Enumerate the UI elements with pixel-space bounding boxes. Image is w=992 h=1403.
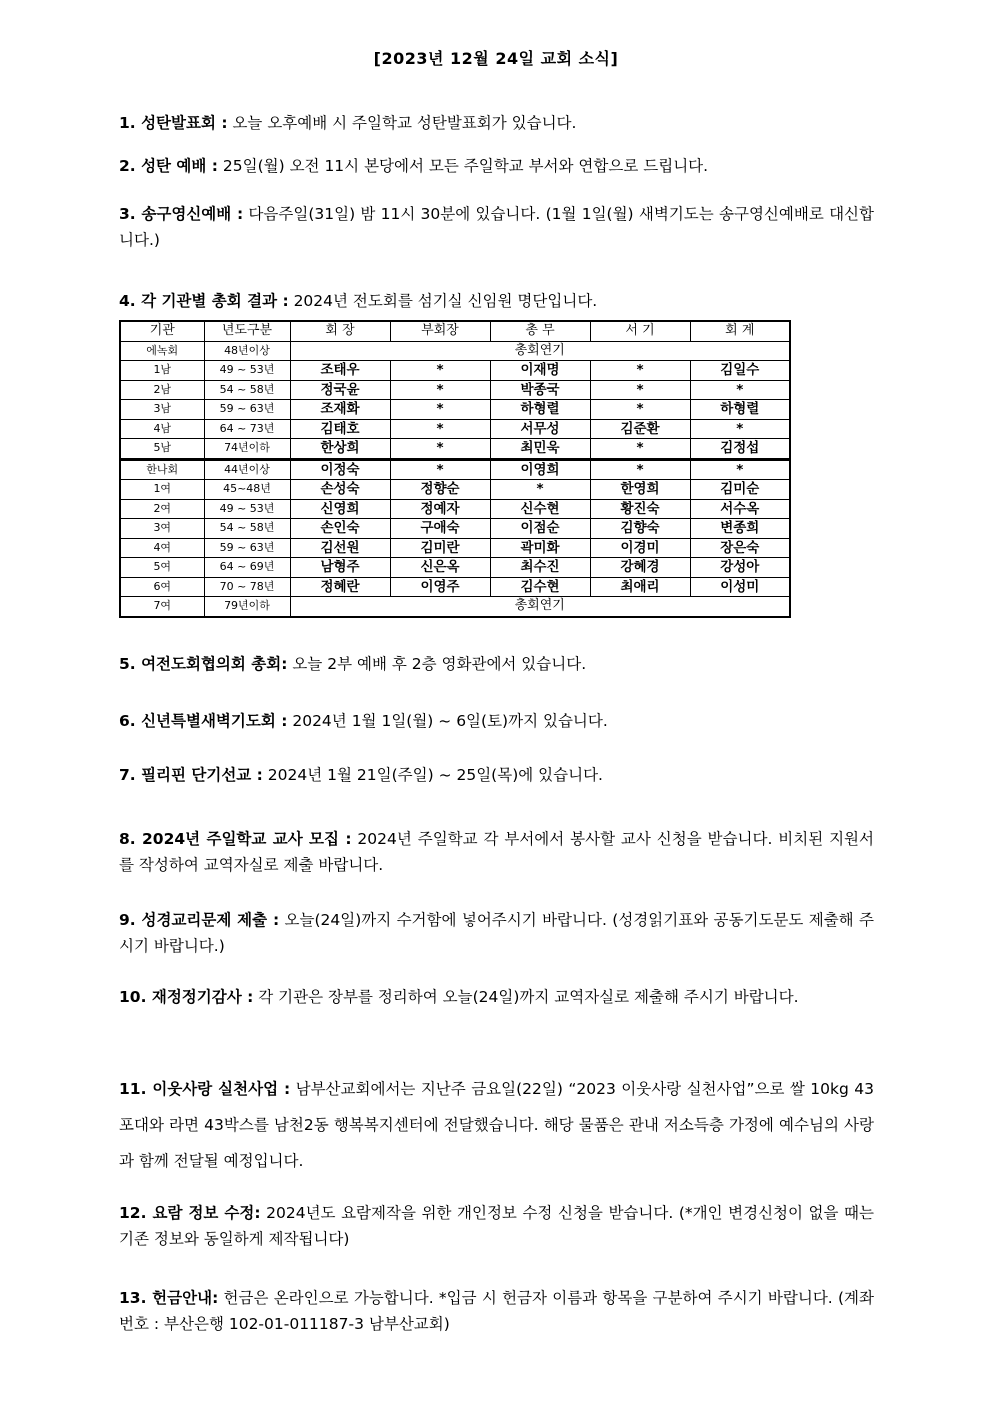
notice-item-8 [119,826,874,878]
vice-president-cell: * [390,459,490,480]
general-affairs-cell: 최수진 [490,558,590,578]
table-row [120,597,790,617]
notice-text: 다음주일(31일) 밤 11시 30분에 있습니다. (1월 1일(월) 새벽기도는 송구영신예배로 대신합니다.) [119,205,874,249]
notice-text: 각 기관은 장부를 정리하여 오늘(24일)까지 교역자실로 제출해 주시기 바랍니다. [253,988,799,1006]
table-row [120,577,790,597]
group-cell: 5여 [120,558,204,578]
secretary-cell: 이경미 [590,538,690,558]
notice-item-10 [119,979,874,1015]
notice-item-9 [119,907,874,959]
notice-text: 2024년도 요람제작을 위한 개인정보 수정 신청을 받습니다. (*개인 변경신청이 없을 때는 기존 정보와 동일하게 제작됩니다) [119,1204,874,1248]
table-row [120,519,790,539]
notice-label: 9. 성경교리문제 제출 : [119,911,280,929]
notice-item-1 [119,110,874,136]
notice-text: 2024년 1월 1일(월) ~ 6일(토)까지 있습니다. [287,712,608,730]
general-affairs-cell: 김수현 [490,577,590,597]
notice-label: 2. 성탄 예배 : [119,157,218,175]
year-cell: 64 ~ 69년 [204,558,290,578]
notice-label: 7. 필리핀 단기선교 : [119,766,263,784]
general-affairs-cell: 신수현 [490,499,590,519]
treasurer-cell: 변종희 [690,519,790,539]
year-cell: 74년이하 [204,439,290,460]
president-cell: 김선원 [290,538,390,558]
header-cell: 부회장 [390,321,490,341]
header-cell: 기관 [120,321,204,341]
treasurer-cell: 김미순 [690,480,790,500]
notice-text: 2024년 주일학교 각 부서에서 봉사할 교사 신청을 받습니다. 비치된 지원서를 작성하여 교역자실로 제출 바랍니다. [119,830,874,874]
general-affairs-cell: 곽미화 [490,538,590,558]
table-row [120,400,790,420]
president-cell: 정국윤 [290,380,390,400]
header-cell: 서 기 [590,321,690,341]
general-affairs-cell: 박종국 [490,380,590,400]
postponed-cell: 총회연기 [290,597,790,617]
postponed-cell: 총회연기 [290,341,790,361]
group-cell: 7여 [120,597,204,617]
table-row [120,499,790,519]
president-cell: 한상희 [290,439,390,460]
group-cell: 4남 [120,419,204,439]
treasurer-cell: * [690,419,790,439]
year-cell: 79년이하 [204,597,290,617]
year-cell: 54 ~ 58년 [204,519,290,539]
group-cell: 1여 [120,480,204,500]
treasurer-cell: * [690,380,790,400]
year-cell: 49 ~ 53년 [204,499,290,519]
table-header-row [120,321,790,341]
president-cell: 남형주 [290,558,390,578]
table-row [120,341,790,361]
vice-president-cell: * [390,361,490,381]
notice-label: 4. 각 기관별 총회 결과 : [119,292,289,310]
table-row [120,459,790,480]
vice-president-cell: * [390,380,490,400]
year-cell: 44년이상 [204,459,290,480]
vice-president-cell: 구애숙 [390,519,490,539]
vice-president-cell: 김미란 [390,538,490,558]
notice-label: 13. 헌금안내: [119,1289,219,1307]
vice-president-cell: 이영주 [390,577,490,597]
general-affairs-cell: 서무성 [490,419,590,439]
notice-item-3 [119,201,874,253]
treasurer-cell: 하형렬 [690,400,790,420]
group-cell: 에녹회 [120,341,204,361]
secretary-cell: * [590,400,690,420]
notice-item-7 [119,762,874,788]
header-cell: 회 장 [290,321,390,341]
notice-text: 남부산교회에서는 지난주 금요일(22일) “2023 이웃사랑 실천사업”으로 쌀 10kg 43포대와 라면 43박스를 남천2동 행복복지센터에 전달했습니다. 해당 물품은 관내 저소득층 가정에 예수님의 사랑과 함께 전달될 예정입니다. [119,1080,874,1170]
secretary-cell: 김준환 [590,419,690,439]
notice-text: 2024년 1월 21일(주일) ~ 25일(목)에 있습니다. [262,766,603,784]
notice-item-4 [119,288,874,314]
general-affairs-cell: 하형렬 [490,400,590,420]
table-row [120,558,790,578]
secretary-cell: 한영희 [590,480,690,500]
group-cell: 3남 [120,400,204,420]
secretary-cell: * [590,361,690,381]
president-cell: 신영희 [290,499,390,519]
notice-item-6 [119,708,874,734]
header-cell: 년도구분 [204,321,290,341]
notice-label: 8. 2024년 주일학교 교사 모집 : [119,830,352,848]
president-cell: 김태호 [290,419,390,439]
year-cell: 49 ~ 53년 [204,361,290,381]
president-cell: 조재화 [290,400,390,420]
secretary-cell: 황진숙 [590,499,690,519]
group-cell: 5남 [120,439,204,460]
vice-president-cell: 정예자 [390,499,490,519]
treasurer-cell: 이성미 [690,577,790,597]
notice-label: 11. 이웃사랑 실천사업 : [119,1080,291,1098]
group-cell: 3여 [120,519,204,539]
table-row [120,439,790,460]
group-cell: 1남 [120,361,204,381]
vice-president-cell: * [390,419,490,439]
year-cell: 64 ~ 73년 [204,419,290,439]
header-cell: 총 무 [490,321,590,341]
group-cell: 한나회 [120,459,204,480]
notice-label: 1. 성탄발표회 : [119,114,228,132]
vice-president-cell: * [390,439,490,460]
notice-label: 5. 여전도회협의회 총회: [119,655,288,673]
notice-text: 2024년 전도회를 섬기실 신임원 명단입니다. [288,292,598,310]
secretary-cell: * [590,439,690,460]
general-affairs-cell: 이영희 [490,459,590,480]
table-row [120,480,790,500]
notice-label: 10. 재정정기감사 : [119,988,254,1006]
table-row [120,380,790,400]
secretary-cell: 최애리 [590,577,690,597]
year-cell: 45~48년 [204,480,290,500]
vice-president-cell: * [390,400,490,420]
table-row [120,538,790,558]
general-affairs-cell: * [490,480,590,500]
secretary-cell: * [590,459,690,480]
secretary-cell: * [590,380,690,400]
notice-text: 오늘 오후예배 시 주일학교 성탄발표회가 있습니다. [227,114,577,132]
notice-item-11 [119,1071,874,1179]
notice-text: 25일(월) 오전 11시 본당에서 모든 주일학교 부서와 연합으로 드립니다. [217,157,709,175]
president-cell: 손인숙 [290,519,390,539]
treasurer-cell: 서수옥 [690,499,790,519]
treasurer-cell: 강성아 [690,558,790,578]
treasurer-cell: 김일수 [690,361,790,381]
notice-item-5 [119,651,874,677]
vice-president-cell: 정향순 [390,480,490,500]
general-affairs-cell: 이점순 [490,519,590,539]
notice-text: 헌금은 온라인으로 가능합니다. *입금 시 헌금자 이름과 항목을 구분하여 주시기 바랍니다. (계좌번호 : 부산은행 102-01-011187-3 남부산교회) [119,1289,874,1333]
table-row [120,419,790,439]
year-cell: 70 ~ 78년 [204,577,290,597]
group-cell: 6여 [120,577,204,597]
notice-label: 3. 송구영신예배 : [119,205,244,223]
president-cell: 조태우 [290,361,390,381]
header-cell: 회 계 [690,321,790,341]
secretary-cell: 강혜경 [590,558,690,578]
president-cell: 이정숙 [290,459,390,480]
year-cell: 59 ~ 63년 [204,400,290,420]
notice-text: 오늘 2부 예배 후 2층 영화관에서 있습니다. [287,655,587,673]
secretary-cell: 김향숙 [590,519,690,539]
year-cell: 54 ~ 58년 [204,380,290,400]
group-cell: 2남 [120,380,204,400]
notice-item-2 [119,153,874,179]
table-row [120,361,790,381]
year-cell: 48년이상 [204,341,290,361]
president-cell: 정혜란 [290,577,390,597]
notice-label: 6. 신년특별새벽기도회 : [119,712,288,730]
treasurer-cell: 장은숙 [690,538,790,558]
officers-table [119,320,791,618]
group-cell: 4여 [120,538,204,558]
page-title: [2023년 12월 24일 교회 소식] [373,49,619,68]
year-cell: 59 ~ 63년 [204,538,290,558]
notice-text: 오늘(24일)까지 수거함에 넣어주시기 바랍니다. (성경읽기표와 공동기도문도 제출해 주시기 바랍니다.) [119,911,874,955]
treasurer-cell: * [690,459,790,480]
notice-item-12 [119,1200,874,1252]
treasurer-cell: 김정섭 [690,439,790,460]
general-affairs-cell: 이재명 [490,361,590,381]
president-cell: 손성숙 [290,480,390,500]
general-affairs-cell: 최민욱 [490,439,590,460]
vice-president-cell: 신은옥 [390,558,490,578]
notice-item-13 [119,1285,874,1337]
notice-label: 12. 요람 정보 수정: [119,1204,261,1222]
group-cell: 2여 [120,499,204,519]
